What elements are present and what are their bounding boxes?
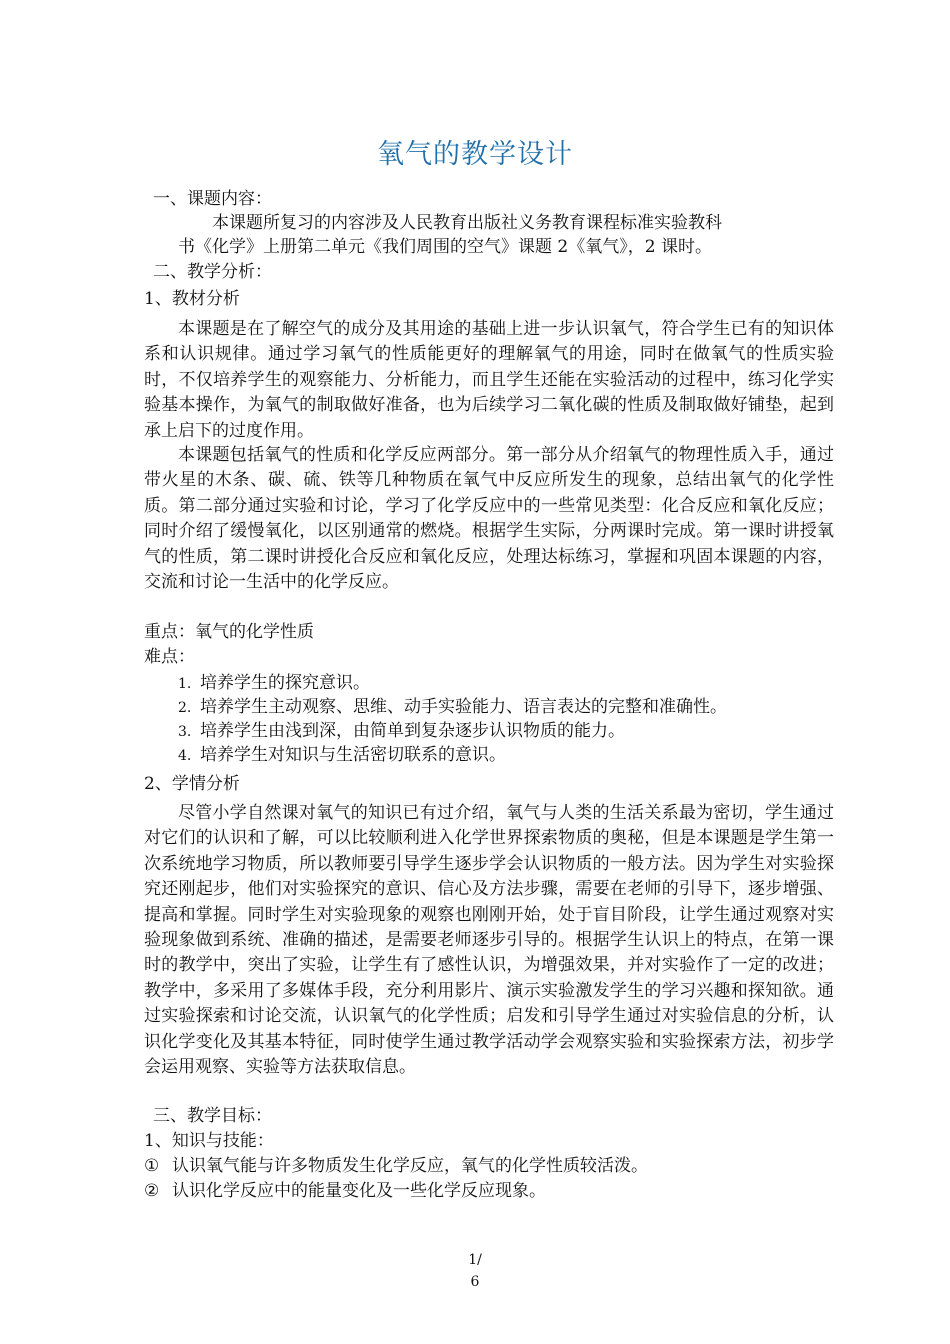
section2-heading: 二、教学分析： xyxy=(153,262,272,282)
difficulty-item xyxy=(178,719,625,744)
goal-item xyxy=(144,1154,648,1178)
goal-text: 认识氧气能与许多物质发生化学反应，氧气的化学性质较活泼。 xyxy=(172,1156,648,1176)
difficulty-item xyxy=(178,695,727,720)
document-title: 氧气的教学设计 xyxy=(377,139,573,170)
paragraph-textbook-analysis-2: 本课题包括氧气的性质和化学反应两部分。第一部分从介绍氧气的物理性质入手，通过带火星的木条、碳、硫、铁等几种物质在氧气中反应所发生的现象，总结出氧气的化学性质。第二部分通过实验和讨论，学习了化学反应中的一些常见类型：化合反应和氧化反应；同时介绍了缓慢氧化，以区别通常的燃烧。根据学生实际，分两课时完成。第一课时讲授氧气的性质，第二课时讲授化合反应和氧化反应，处理达标练习，掌握和巩固本课题的内容，交流和讨论一生活中的化学反应。 xyxy=(144,445,834,593)
page-number-bottom: 6 xyxy=(470,1274,480,1290)
list-number: 3. xyxy=(178,724,192,740)
list-text: 培养学生由浅到深，由简单到复杂逐步认识物质的能力。 xyxy=(200,721,625,741)
goal-text: 认识化学反应中的能量变化及一些化学反应现象。 xyxy=(172,1181,546,1201)
paragraph-textbook-analysis-1: 本课题是在了解空气的成分及其用途的基础上进一步认识氧气，符合学生已有的知识体系和认识规律。通过学习氧气的性质能更好的理解氧气的用途，同时在做氧气的性质实验时，不仅培养学生的观察能力、分析能力，而且学生还能在实验活动的过程中，练习化学实验基本操作，为氧气的制取做好准备，也为后续学习二氧化碳的性质及制取做好铺垫，起到承上启下的过度作用。 xyxy=(144,319,834,441)
list-text: 培养学生的探究意识。 xyxy=(200,673,370,693)
list-number: 4. xyxy=(178,748,192,764)
list-number: 2. xyxy=(178,700,192,716)
section1-text-line2: 书《化学》上册第二单元《我们周围的空气》课题 2《氧气》，2 课时。 xyxy=(178,237,712,257)
subsection2-heading: 2、学情分析 xyxy=(144,774,240,794)
list-text: 培养学生主动观察、思维、动手实验能力、语言表达的完整和准确性。 xyxy=(200,697,727,717)
paragraph-learner-analysis: 尽管小学自然课对氧气的知识已有过介绍，氧气与人类的生活关系最为密切，学生通过对它们的认识和了解，可以比较顺利进入化学世界探索物质的奥秘，但是本课题是学生第一次系统地学习物质，所以教师要引导学生逐步学会认识物质的一般方法。因为学生对实验探究还刚起步，他们对实验探究的意识、信心及方法步骤，需要在老师的引导下，逐步增强、提高和掌握。同时学生对实验现象的观察也刚刚开始，处于盲目阶段，让学生通过观察对实验现象做到系统、准确的描述，是需要老师逐步引导的。根据学生认识上的特点，在第一课时的教学中，突出了实验，让学生有了感性认识，为增强效果，并对实验作了一定的改进；教学中，多采用了多媒体手段，充分利用影片、演示实验激发学生的学习兴趣和探知欲。通过实验探索和讨论交流，认识氧气的化学性质；启发和引导学生通过对实验信息的分析，认识化学变化及其基本特征，同时使学生通过教学活动学会观察实验和实验探索方法，初步学会运用观察、实验等方法获取信息。 xyxy=(144,803,834,1078)
key-point: 重点：氧气的化学性质 xyxy=(144,622,314,642)
section3-heading: 三、教学目标： xyxy=(153,1106,272,1126)
goal-item xyxy=(144,1179,546,1203)
circled-number: ① xyxy=(144,1156,160,1176)
page-number-top: 1/ xyxy=(468,1252,482,1268)
subsection3-heading: 1、知识与技能： xyxy=(144,1131,274,1151)
list-number: 1. xyxy=(178,676,192,692)
subsection1-heading: 1、教材分析 xyxy=(144,289,240,309)
section1-heading: 一、课题内容： xyxy=(153,189,272,209)
section1-text-line1: 本课题所复习的内容涉及人民教育出版社义务教育课程标准实验教科 xyxy=(212,213,722,233)
circled-number: ② xyxy=(144,1181,160,1201)
difficulty-item xyxy=(178,743,506,768)
difficulty-label: 难点： xyxy=(144,647,195,667)
list-text: 培养学生对知识与生活密切联系的意识。 xyxy=(200,745,506,765)
difficulty-item xyxy=(178,671,370,696)
